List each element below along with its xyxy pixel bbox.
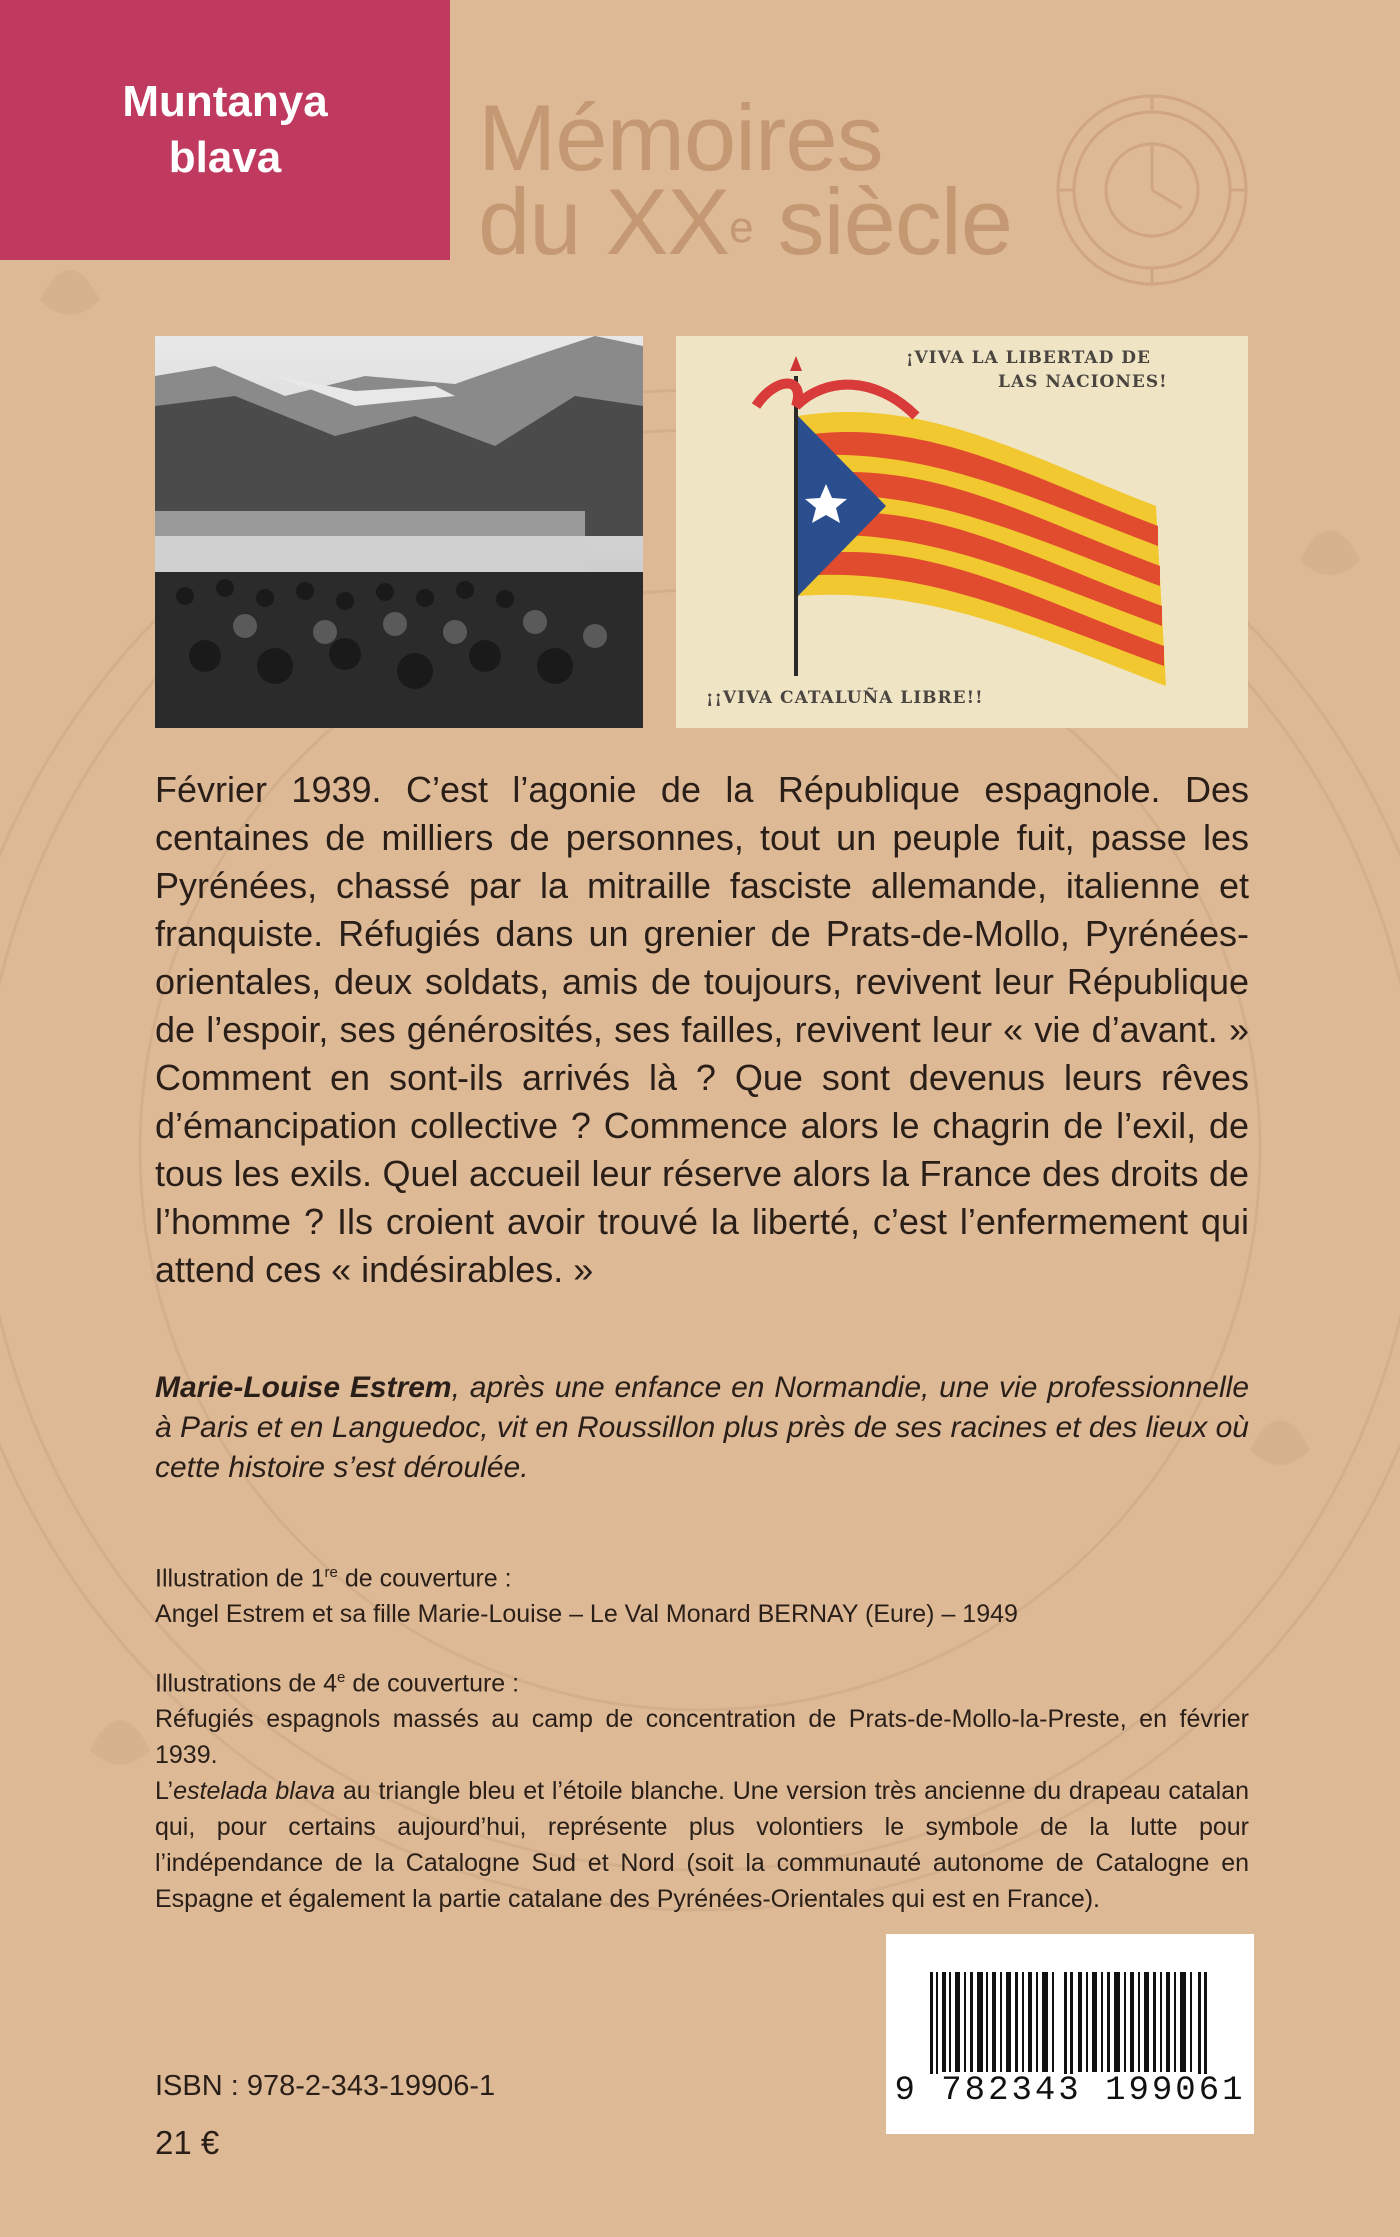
series-title-line2: du XXe siècle [478,169,1013,274]
price: 21 € [155,2124,220,2161]
publisher-name-line1: Muntanya [122,77,328,126]
back-credits-text1: Réfugiés espagnols massés au camp de concentration de Prats-de-Mollo-la-Preste, en février 1939. [155,1705,1249,1770]
back-credits-title: Illustrations de 4e de couverture : [155,1669,520,1698]
publisher-name-line2: blava [168,133,282,182]
clock-icon [1052,90,1252,290]
back-credits-text2: L’estelada blava au triangle bleu et l’étoile blanche. Une version très ancienne du drapeau catalan qui, pour certains aujourd’hui, représente plus volontiers le symbole de la lutte pour l’indépendance de la Catalogne Sud et Nord (soit la communauté autonome de Catalogne en Espagne et également la partie catalane des Pyrénées-Orientales qui est en France). [155,1777,1249,1914]
barcode [886,1934,1254,2134]
summary-paragraph: Février 1939. C’est l’agonie de la République espagnole. Des centaines de milliers de personnes, tout un peuple fuit, passe les Pyrénées, chassé par la mitraille fasciste allemande, italienne et franquiste. Réfugiés dans un grenier de Prats-de-Mollo, Pyrénées-orientales, deux soldats, amis de toujours, revivent leur République de l’espoir, ses générosités, ses failles, revivent leur « vie d’avant. » Comment en sont-ils arrivés là ? Que sont devenus leurs rêves d’émancipation collective ? Commence alors le chagrin de l’exil, de tous les exils. Quel accueil leur réserve alors la France des droits de l’homme ? Ils croient avoir trouvé la liberté, c’est l’enfermement qui attend ces « indésirables. » [155,769,1249,1290]
series-title [478,85,1013,274]
author-bio [155,1368,1249,1488]
refugee-camp-photo [155,336,643,728]
publisher-badge [0,0,450,260]
postcard-slogan-bottom: ¡¡VIVA CATALUÑA LIBRE!! [706,688,984,708]
series-title-line1: Mémoires [478,85,883,190]
book-summary [155,766,1249,1294]
estelada-postcard [676,336,1248,728]
back-cover-credits [155,1660,1249,1917]
front-cover-credits [155,1555,1249,1632]
author-name: Marie-Louise Estrem [155,1371,452,1404]
barcode-digits: 9 782343 199061 [894,2072,1246,2110]
isbn: ISBN : 978-2-343-19906-1 [155,2070,496,2102]
postcard-slogan-top-line2: LAS NACIONES! [998,372,1168,392]
front-credits-text: Angel Estrem et sa fille Marie-Louise – Le Val Monard BERNAY (Eure) – 1949 [155,1600,1018,1629]
author-bio-text: , après une enfance en Normandie, une vie professionnelle à Paris et en Languedoc, vit en Roussillon plus près de ses racines et des lieux où cette histoire s’est déroulée. [155,1371,1250,1484]
postcard-slogan-top-line1: ¡VIVA LA LIBERTAD DE [906,348,1151,368]
front-credits-title: Illustration de 1re de couverture : [155,1564,512,1593]
